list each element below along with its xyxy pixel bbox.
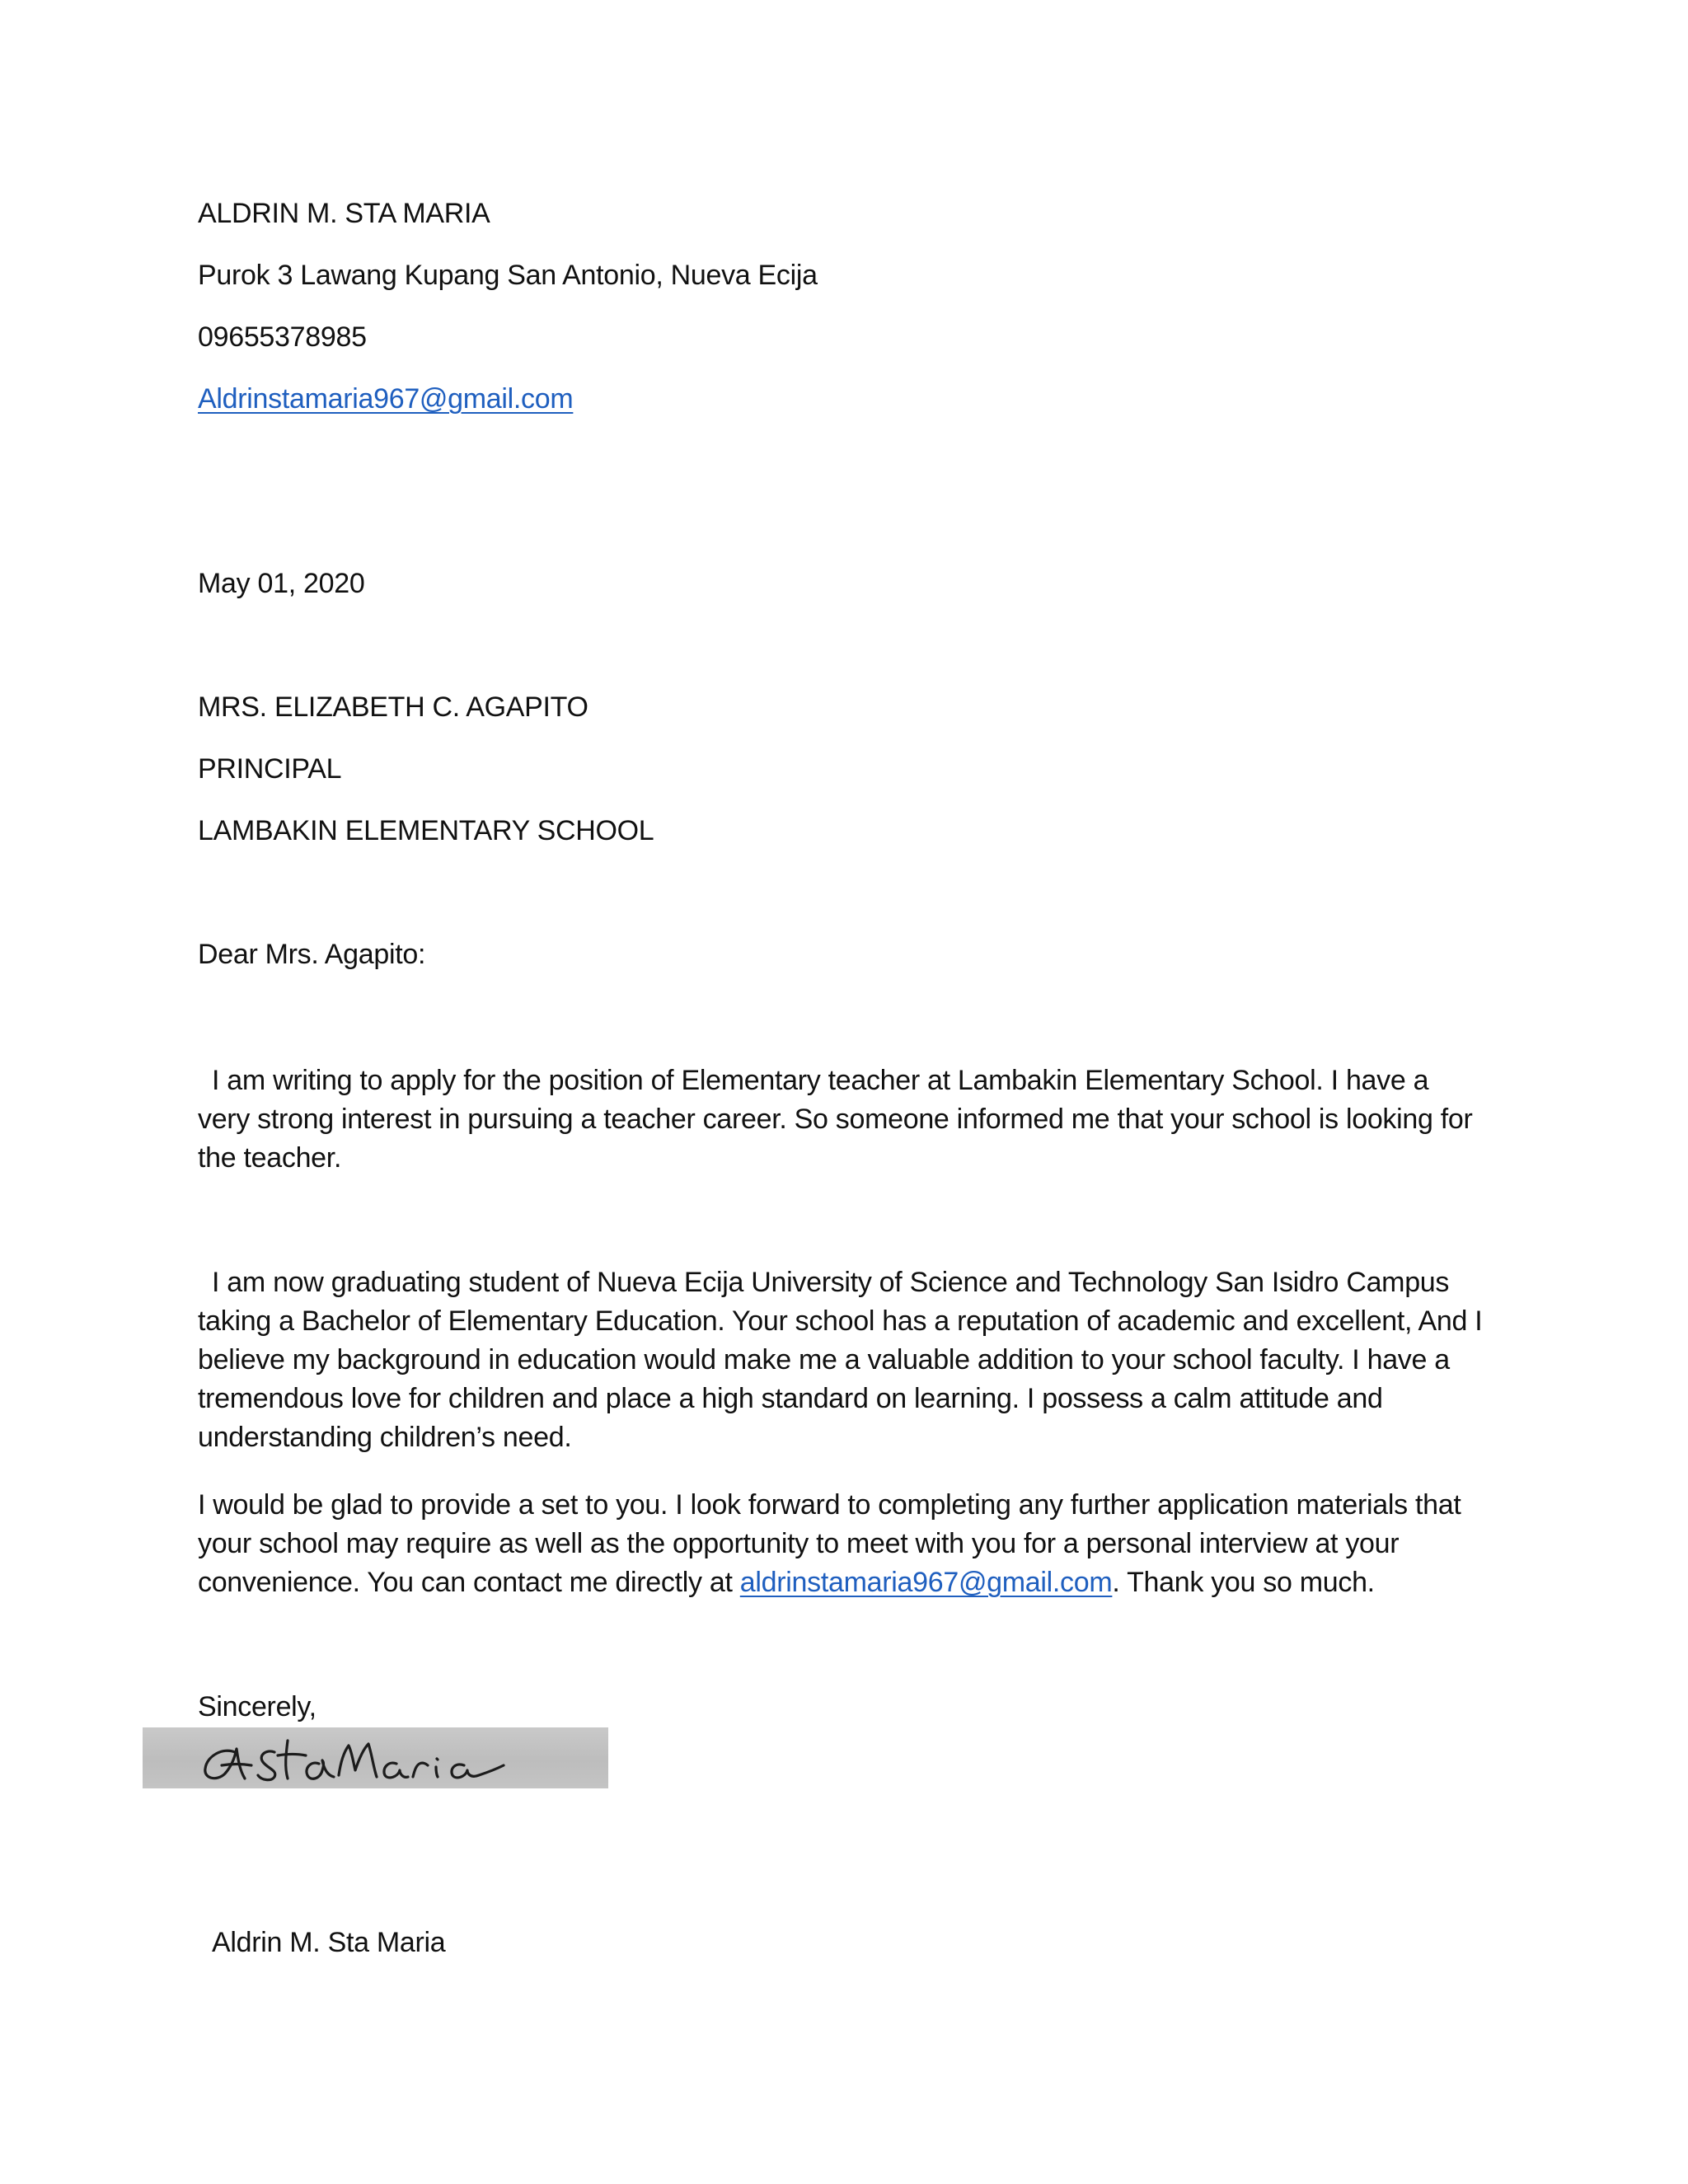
- sender-email[interactable]: Aldrinstamaria967@gmail.com: [198, 383, 574, 415]
- letter-date: May 01, 2020: [198, 568, 365, 599]
- sender-address: Purok 3 Lawang Kupang San Antonio, Nueva Ecija: [198, 260, 818, 291]
- recipient-school: LAMBAKIN ELEMENTARY SCHOOL: [198, 815, 654, 846]
- recipient-title: PRINCIPAL: [198, 753, 342, 785]
- body-paragraph-1: [198, 1062, 1484, 1178]
- sender-phone: 09655378985: [198, 321, 367, 353]
- signed-name: Aldrin M. Sta Maria: [212, 1927, 446, 1958]
- paragraph-1-text: I am writing to apply for the position of Elementary teacher at Lambakin Elementary School. I have a very strong interest in pursuing a teacher career. So someone informed me that your school is looking for the teacher.: [198, 1065, 1473, 1174]
- body-paragraph-2: [198, 1263, 1484, 1457]
- sender-email-link[interactable]: [198, 380, 573, 418]
- signature-strokes: [143, 1727, 608, 1788]
- paragraph-2-text: I am now graduating student of Nueva Ecija University of Science and Technology San Isidro Campus taking a Bachelor of Elementary Education. Your school has a reputation of academic and excellent, And I believe my background in education would make me a valuable addition to your school faculty. I have a tremendous love for children and place a high standard on learning. I possess a calm attitude and understanding children’s need.: [198, 1267, 1483, 1453]
- signature-image: [143, 1727, 608, 1788]
- paragraph-3-end: . Thank you so much.: [1112, 1567, 1375, 1598]
- recipient-name: MRS. ELIZABETH C. AGAPITO: [198, 691, 588, 723]
- paragraph-3-text: I would be glad to provide a set to you. I look forward to completing any further application materials that your school may require as well as the opportunity to meet with you for a personal interview at your convenience. You can contact me directly at: [198, 1489, 1461, 1598]
- salutation: Dear Mrs. Agapito:: [198, 939, 426, 970]
- contact-email-link[interactable]: aldrinstamaria967@gmail.com: [739, 1567, 1113, 1598]
- closing: Sincerely,: [198, 1691, 316, 1722]
- body-paragraph-3: [198, 1486, 1484, 1602]
- sender-name: ALDRIN M. STA MARIA: [198, 198, 490, 229]
